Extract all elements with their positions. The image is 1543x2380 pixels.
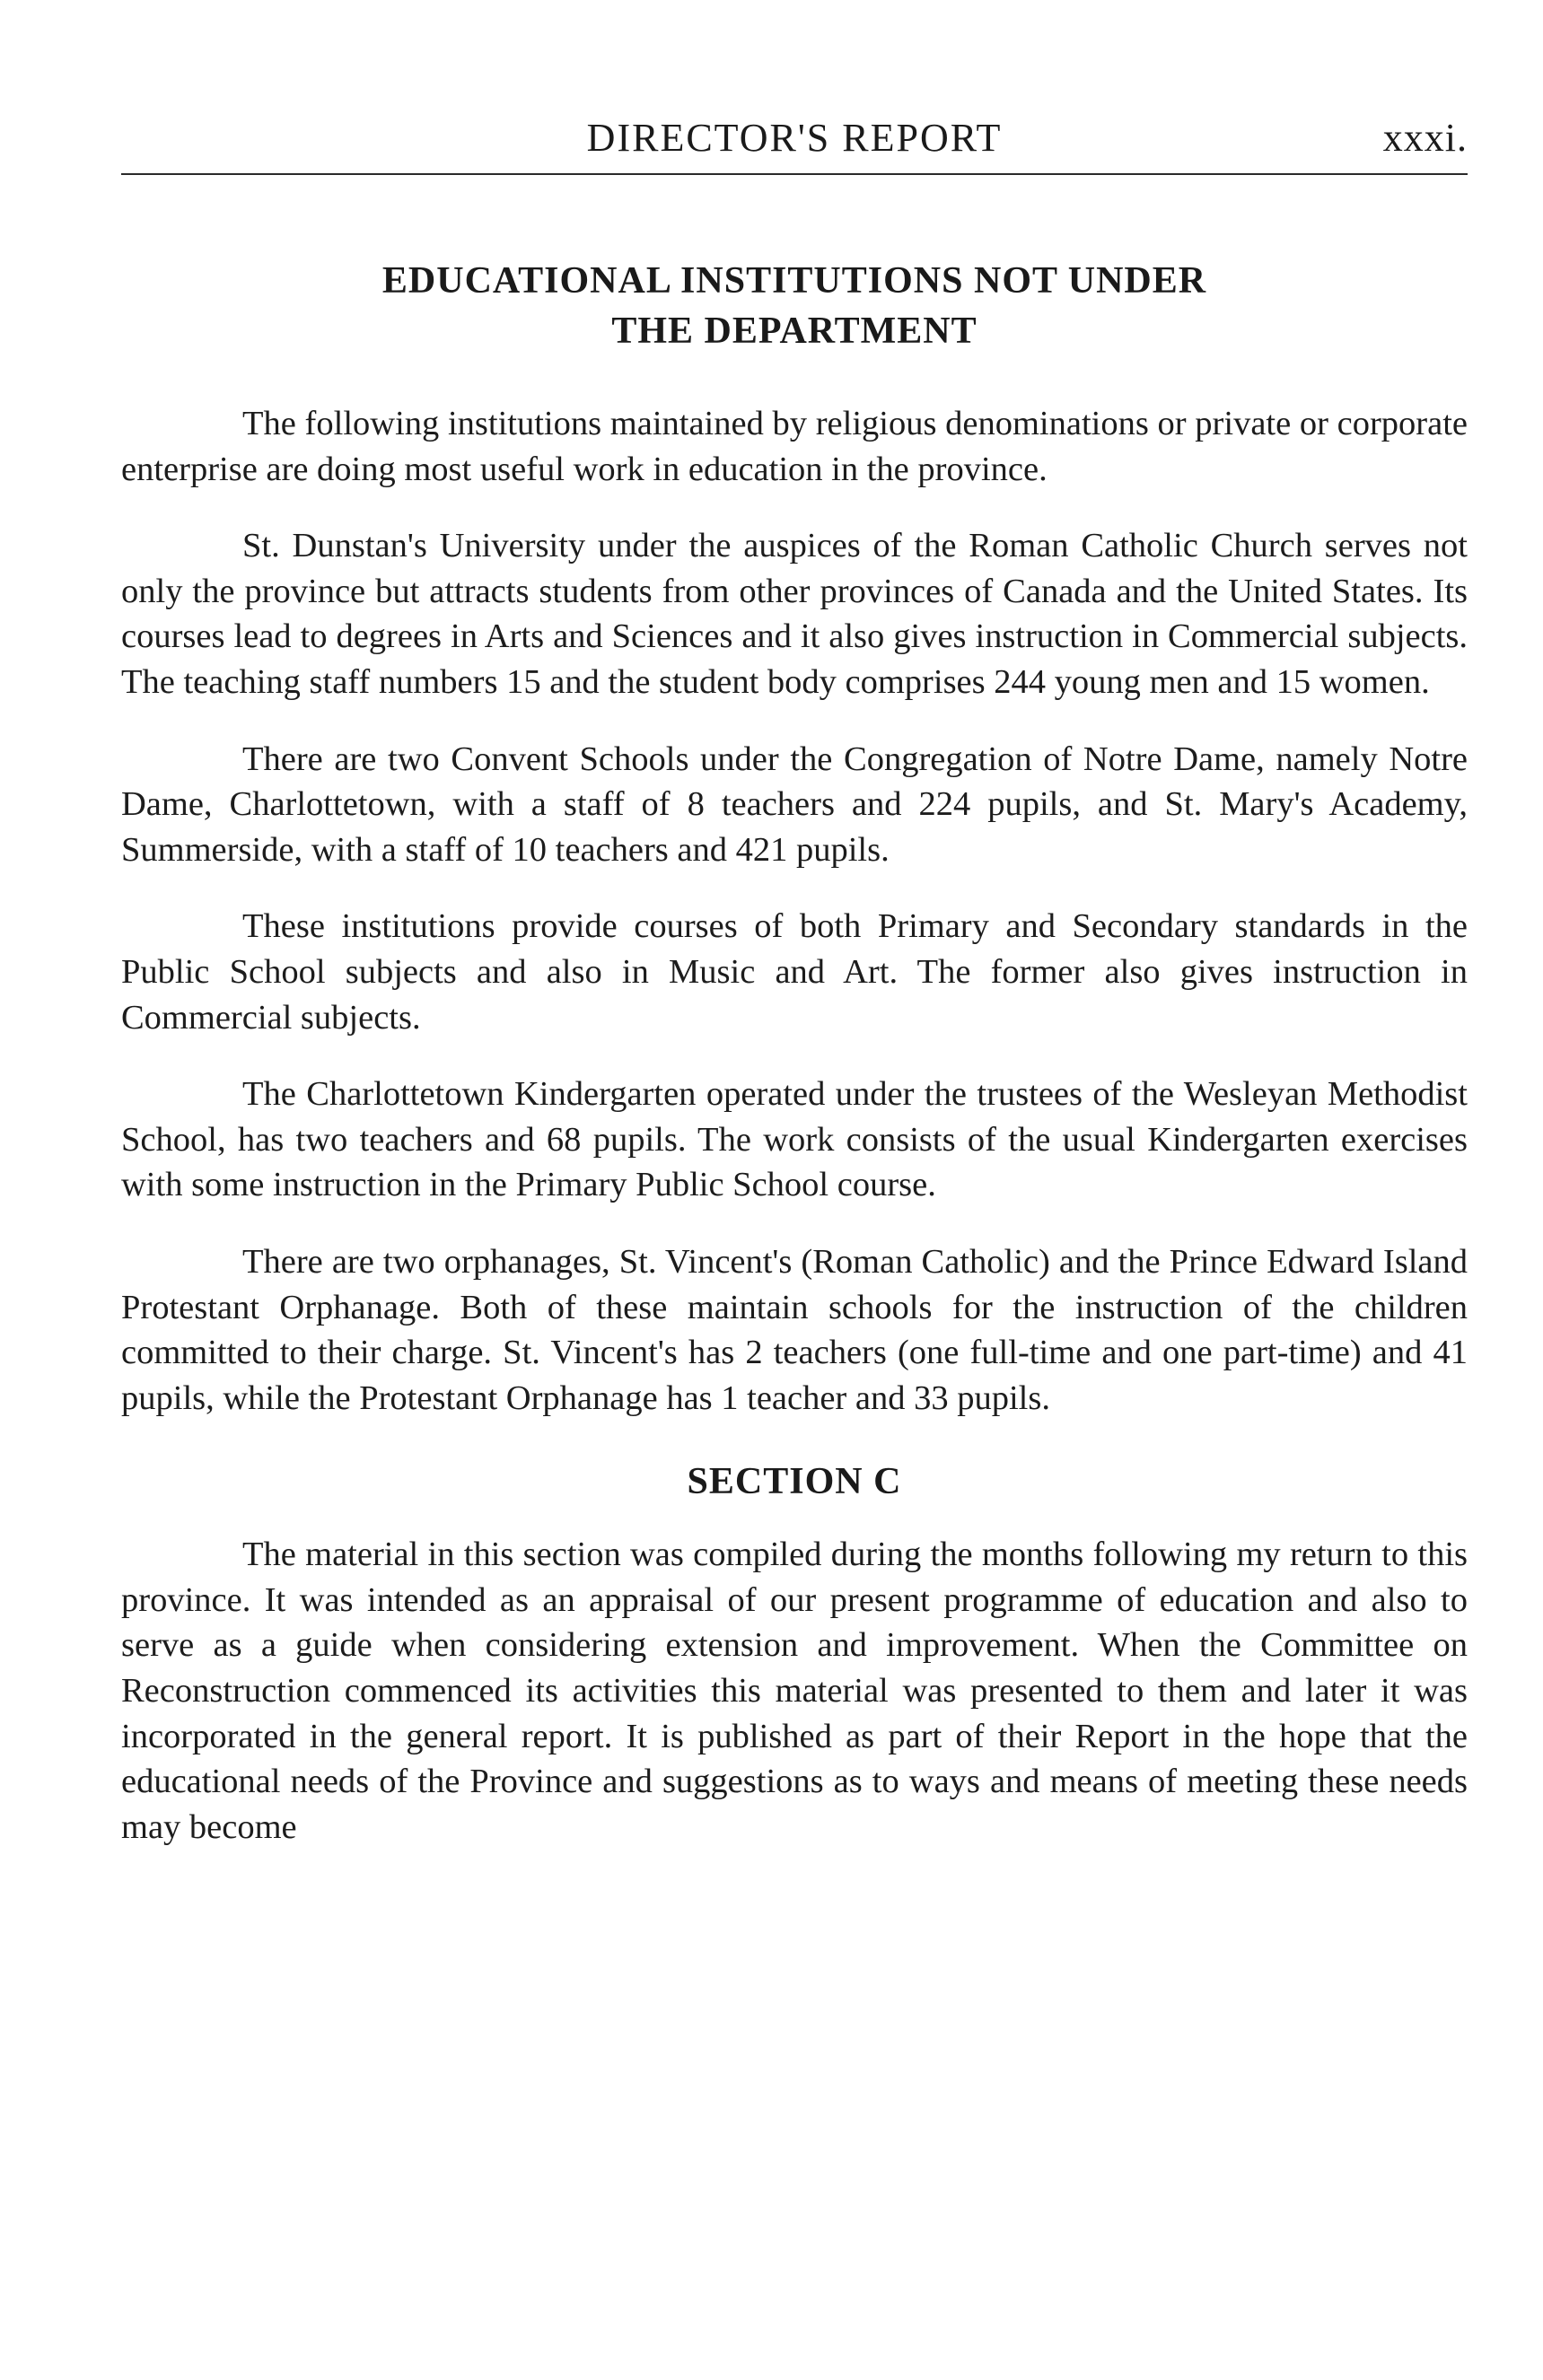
running-title: DIRECTOR'S REPORT bbox=[586, 116, 1003, 160]
running-header bbox=[121, 115, 1468, 169]
paragraph: St. Dunstan's University under the auspices of the Roman Catholic Church serves not only the province but attracts students from other provinces of Canada and the United States. Its courses lead to degrees in Arts and Sciences and it also gives instruction in Commercial subjects. The teaching staff numbers 15 and the student body comprises 244 young men and 15 women. bbox=[121, 527, 1468, 701]
page-number: xxxi. bbox=[1382, 116, 1468, 160]
paragraph: The Charlottetown Kindergarten operated under the trustees of the Wesleyan Methodist School, has two teachers and 68 pupils. The work consists of the usual Kindergarten exercises with some instruction in the Primary Public School course. bbox=[121, 1075, 1468, 1204]
heading-line-2: THE DEPARTMENT bbox=[611, 311, 978, 352]
paragraph: These institutions provide courses of both Primary and Secondary standards in the Public School subjects and also in Music and Art. The former also gives instruction in Commercial subjects. bbox=[121, 907, 1468, 1037]
paragraph: There are two Convent Schools under the Congregation of Notre Dame, namely Notre Dame, Charlottetown, with a staff of 8 teachers and 224 pupils, and St. Mary's Academy, Summerside, with a staff of 10 teachers and 421 pupils. bbox=[121, 739, 1468, 869]
header-rule bbox=[121, 173, 1468, 175]
heading-line-1: EDUCATIONAL INSTITUTIONS NOT UNDER bbox=[381, 260, 1207, 302]
paragraph: The material in this section was compiled during the months following my return to this province. It was intended as an appraisal of our present programme of education and also to serve as a guide when considering extension and improvement. When the Committee on Reconstruction commenced its activities this material was presented to them and later it was incorporated in the general report. It is published as part of their Report in the hope that the educational needs of the Province and suggestions as to ways and means of meeting these needs may become bbox=[121, 1536, 1468, 1846]
section-heading-c: SECTION C bbox=[687, 1461, 902, 1503]
page-body bbox=[121, 256, 1468, 1850]
paragraph: There are two orphanages, St. Vincent's (Roman Catholic) and the Prince Edward Island Protestant Orphanage. Both of these maintain schools for the instruction of the children committed to their charge. St. Vincent's has 2 teachers (one full-time and one part-time) and 41 pupils, while the Protestant Orphanage has 1 teacher and 33 pupils. bbox=[121, 1242, 1468, 1417]
section-heading-institutions bbox=[121, 256, 1468, 356]
paragraph: The following institutions maintained by religious denominations or private or corporate enterprise are doing most useful work in education in the province. bbox=[121, 405, 1468, 488]
